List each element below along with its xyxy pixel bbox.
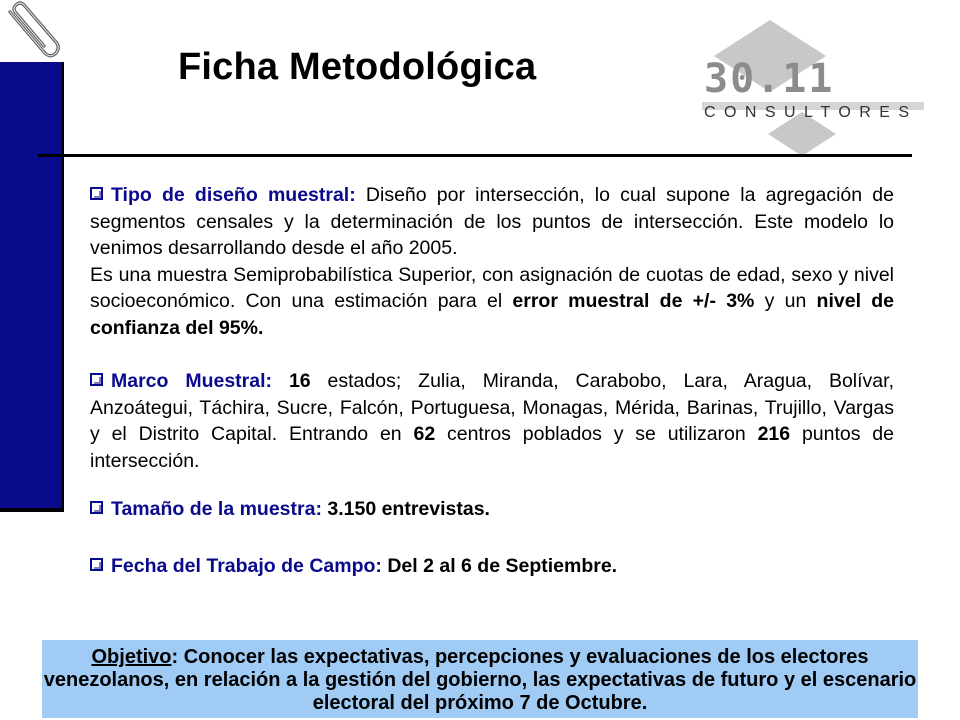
section-label: Tamaño de la muestra: bbox=[111, 498, 322, 520]
paperclip-icon bbox=[0, 0, 66, 62]
checkbox-bullet-icon bbox=[90, 501, 103, 514]
section-text: centros poblados y se utilizaron bbox=[435, 423, 758, 445]
section-text: puntos de intersección. bbox=[90, 423, 894, 472]
section-text: y un bbox=[754, 290, 817, 312]
objective-text: : Conocer las expectativas, percepciones y evaluaciones de los electores venezolanos, en relación a la gestión del gobierno, las expectativas de futuro y el escenario electoral del próximo 7 de Octubre. bbox=[43, 646, 917, 714]
section-sample-size bbox=[90, 496, 894, 523]
checkbox-bullet-icon bbox=[90, 187, 103, 200]
section-text bbox=[272, 370, 289, 392]
points-count: 216 bbox=[757, 423, 791, 445]
section-label: Tipo de diseño muestral: bbox=[111, 184, 356, 206]
error-value: error muestral de +/- 3% bbox=[512, 290, 755, 312]
objective-box bbox=[42, 640, 918, 718]
methodology-content bbox=[90, 182, 894, 579]
section-label: Fecha del Trabajo de Campo: bbox=[111, 554, 382, 577]
section-frame bbox=[90, 368, 894, 474]
section-design bbox=[90, 182, 894, 262]
states-count: 16 bbox=[288, 370, 311, 392]
logo-subtitle: C O N S U L T O R E S bbox=[704, 104, 912, 121]
section-label: Marco Muestral: bbox=[111, 370, 273, 392]
section-fieldwork-date bbox=[90, 553, 894, 580]
section-text: Diseño por intersección, lo cual supone la agregación de segmentos censales y la determinación de los puntos de intersección. Este modelo lo venimos desarrollando desde el año 2005. bbox=[90, 184, 894, 259]
header-divider bbox=[38, 154, 912, 157]
page-title: Ficha Metodológica bbox=[178, 46, 537, 88]
company-logo bbox=[690, 18, 930, 158]
section-text: estados; Zulia, Miranda, Carabobo, Lara, Aragua, Bolívar, Anzoátegui, Táchira, Sucre, Falcón, Portuguesa, Monagas, Mérida, Barinas, Trujillo, Vargas y el Distrito Capital. Entrando en bbox=[90, 370, 894, 445]
objective-label: Objetivo bbox=[91, 646, 172, 668]
left-accent-bar bbox=[0, 62, 64, 512]
confidence-value: nivel de confianza del 95%. bbox=[90, 290, 894, 339]
section-text: Es una muestra Semiprobabilística Superior, con asignación de cuotas de edad, sexo y nivel socioeconómico. Con una estimación para el bbox=[90, 263, 894, 312]
section-design-detail bbox=[90, 262, 894, 342]
checkbox-bullet-icon bbox=[90, 373, 103, 386]
sample-size-value: 3.150 entrevistas. bbox=[321, 498, 490, 520]
checkbox-bullet-icon bbox=[90, 558, 103, 571]
fieldwork-date-value: Del 2 al 6 de Septiembre. bbox=[381, 554, 618, 577]
logo-number: 30.11 bbox=[704, 56, 835, 102]
centers-count: 62 bbox=[413, 423, 436, 445]
